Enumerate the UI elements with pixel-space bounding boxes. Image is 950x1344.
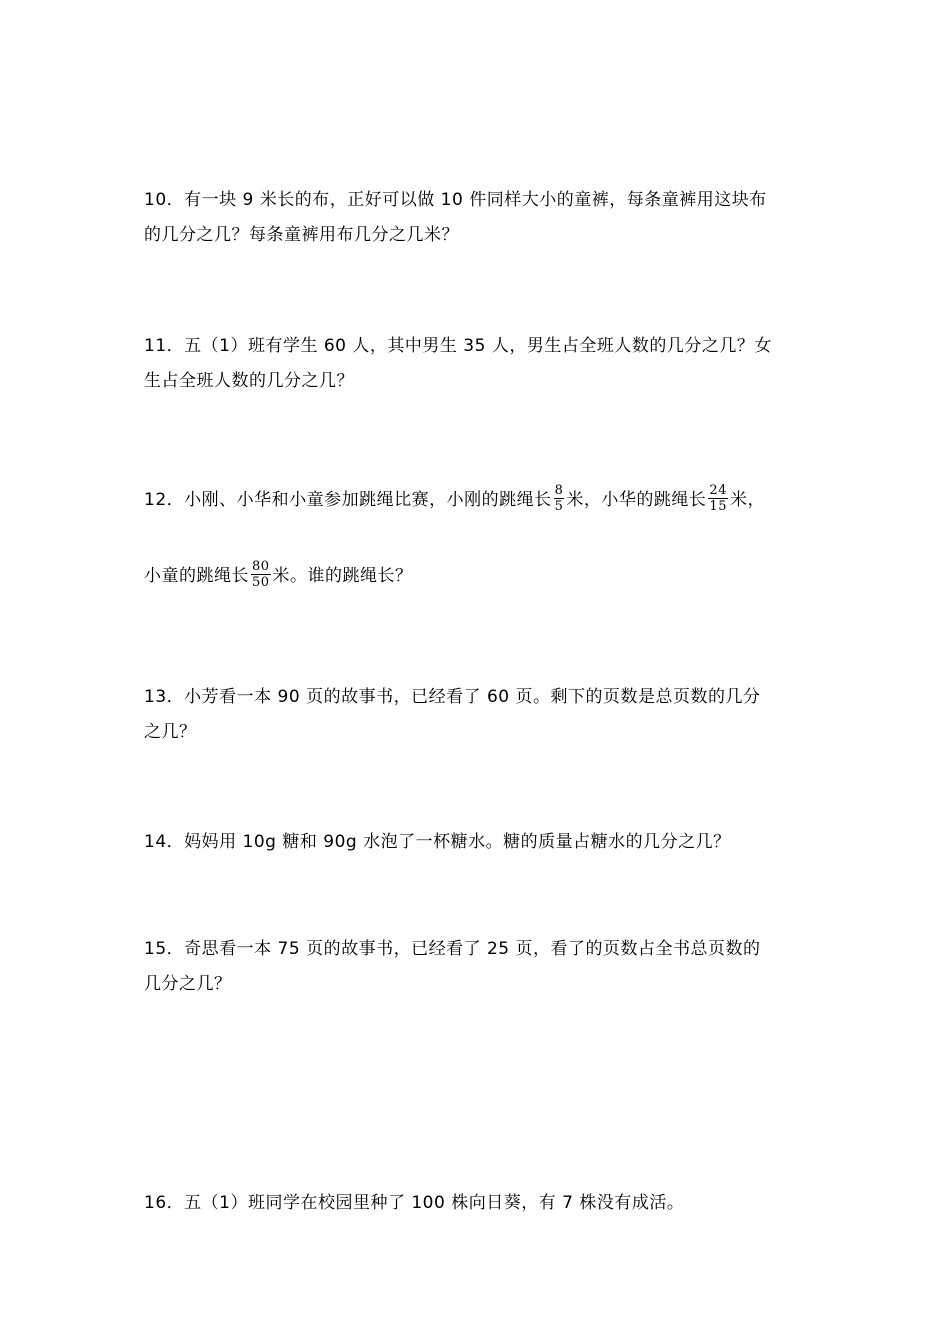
question-line [144,554,814,598]
question-text: 12．小刚、小华和小童参加跳绳比赛，小刚的跳绳长 [144,490,552,510]
question-line: 13．小芳看一本 90 页的故事书，已经看了 60 页。剩下的页数是总页数的几分 [144,687,761,707]
question-text: 小童的跳绳长 [144,566,249,586]
question-line [144,478,814,522]
question-14 [144,825,814,860]
question-15 [144,932,814,1002]
fraction [251,559,271,590]
question-line: 14．妈妈用 10g 糖和 90g 水泡了一杯糖水。糖的质量占糖水的几分之几？ [144,832,731,852]
fraction-denominator: 50 [252,574,270,590]
fraction [554,483,565,514]
fraction-numerator: 8 [554,482,564,498]
question-line: 的几分之几？每条童裤用布几分之几米？ [144,225,459,245]
question-11 [144,329,814,399]
fraction-numerator: 24 [709,482,727,498]
fraction-denominator: 5 [554,498,564,514]
question-line: 11．五（1）班有学生 60 人，其中男生 35 人，男生占全班人数的几分之几？女 [144,336,772,356]
question-text: 米，小华的跳绳长 [566,490,707,510]
fraction-denominator: 15 [709,498,727,514]
question-text: 米。谁的跳绳长？ [272,566,413,586]
question-line: 15．奇思看一本 75 页的故事书，已经看了 25 页，看了的页数占全书总页数的 [144,939,761,959]
question-12-continued [144,554,814,598]
question-16 [144,1186,814,1221]
question-13 [144,680,814,750]
question-line: 16．五（1）班同学在校园里种了 100 株向日葵，有 7 株没有成活。 [144,1193,685,1213]
question-12 [144,478,814,522]
question-line: 生占全班人数的几分之几？ [144,371,354,391]
fraction-numerator: 80 [252,558,270,574]
question-text: 米， [729,490,765,510]
question-line: 之几？ [144,722,197,742]
question-line: 10．有一块 9 米长的布，正好可以做 10 件同样大小的童裤，每条童裤用这块布 [144,190,767,210]
fraction [708,483,728,514]
question-line: 几分之几？ [144,974,232,994]
question-10 [144,183,814,253]
